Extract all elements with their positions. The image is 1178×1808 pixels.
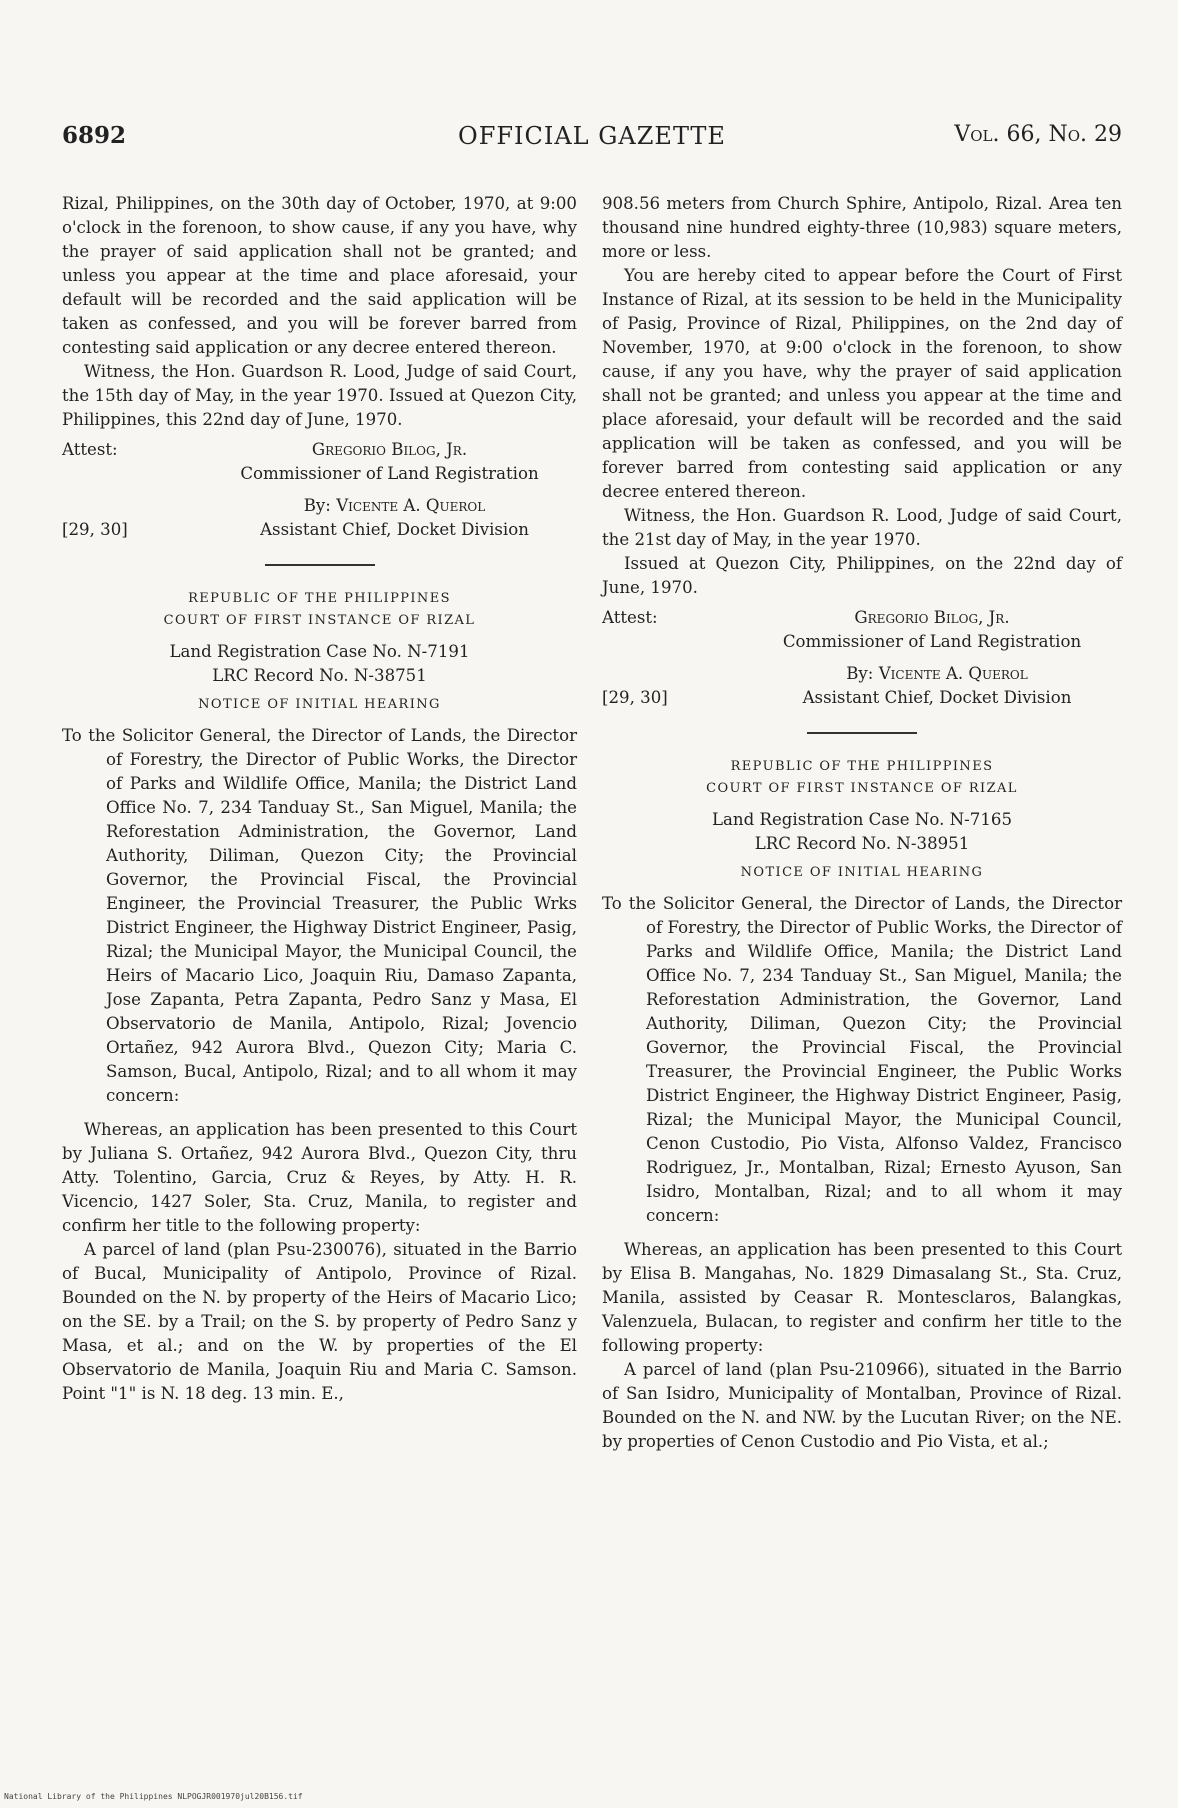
republic-caption: REPUBLIC OF THE PHILIPPINES [188,591,451,606]
notice-heading: NOTICE OF INITIAL HEARING [740,865,984,880]
divider [265,564,375,566]
case-number: Land Registration Case No. N-7165 [712,810,1012,829]
by-name: Vicente A. Querol [336,496,486,515]
attest-label: Attest: [62,440,118,459]
left-attest-block [62,438,577,486]
notice-heading: NOTICE OF INITIAL HEARING [198,697,441,712]
addressees: To the Solicitor General, the Director of Lands, the Director of Forestry, the Director of Public Works, the Director of Parks and Wildlife Office, Manila; the District Land Office No. 7, 234 Tanduay St., San Miguel, Manila; the Reforestation Administration, the Governor, Land Authority, Diliman, Quezon City; the Provincial Governor, the Provincial Fiscal, the Provincial Engineer, the Provincial Treasurer, the Public Wrks District Engineer, the Highway District Engineer, Pasig, Rizal; the Municipal Mayor, the Municipal Council, the Heirs of Macario Lico, Joaquin Riu, Damaso Zapanta, Jose Zapanta, Petra Zapanta, Pedro Sanz y Masa, El Observatorio de Manila, Antipolo, Rizal; Jovencio Ortañez, 942 Aurora Blvd., Quezon City; Maria C. Samson, Bucal, Antipolo, Rizal; and to all whom it may concern: [62,726,577,1105]
issue-number: [29, 30] [62,520,128,539]
left-column [62,192,577,1406]
parcel-paragraph: A parcel of land (plan Psu-230076), situated in the Barrio of Bucal, Municipality of Antipolo, Province of Rizal. Bounded on the N. by property of the Heirs of Macario Lico; on the SE. by a Trail; on the S. by property of Pedro Sanz y Masa, et al.; and on the W. by properties of the El Observatorio de Manila, Joaquin Riu and Maria C. Samson. Point "1" is N. 18 deg. 13 min. E., [62,1240,577,1403]
right-witness-paragraph: Witness, the Hon. Guardson R. Lood, Judge of said Court, the 21st day of May, in the year 1970. [602,506,1122,549]
right-attest-block [602,606,1122,654]
left-by-block [62,494,577,542]
signer-title: Commissioner of Land Registration [240,464,539,483]
by-title: Assistant Chief, Docket Division [260,520,529,539]
court-caption: COURT OF FIRST INSTANCE OF RIZAL [163,613,476,628]
divider [807,732,917,734]
by-title: Assistant Chief, Docket Division [802,688,1072,707]
parcel-paragraph: A parcel of land (plan Psu-210966), situated in the Barrio of San Isidro, Municipality of Montalban, Province of Rizal. Bounded on the N. and NW. by the Lucutan River; on the NE. by properties of Cenon Custodio and Pio Vista, et al.; [602,1360,1122,1451]
whereas-paragraph: Whereas, an application has been presented to this Court by Juliana S. Ortañez, 942 Aurora Blvd., Quezon City, thru Atty. Tolentino, Garcia, Cruz & Reyes, by Atty. H. R. Vicencio, 1427 Soler, Sta. Cruz, Manila, to register and confirm her title to the following property: [62,1120,577,1235]
attest-label: Attest: [602,608,658,627]
page-number: 6892 [62,122,127,149]
record-number: LRC Record No. N-38951 [754,834,970,853]
page-header [62,122,1122,162]
publication-title: OFFICIAL GAZETTE [458,122,726,150]
left-closing-paragraph: Rizal, Philippines, on the 30th day of October, 1970, at 9:00 o'clock in the forenoon, to show cause, if any you have, why the prayer of said application shall not be granted; and unless you appear at the time and place aforesaid, your default will be recorded and the said application will be taken as confessed, and you will be forever barred from contesting said application or any decree entered thereon. [62,194,577,357]
right-citation-paragraph: You are hereby cited to appear before the Court of First Instance of Rizal, at its session to be held in the Municipality of Pasig, Province of Rizal, Philippines, on the 2nd day of November, 1970, at 9:00 o'clock in the forenoon, to show cause, if any you have, why the prayer of said application shall not be granted; and unless you appear at the time and place aforesaid, your default will be recorded and the said application will be taken as confessed, and you will be forever barred from contesting said application or any decree entered thereon. [602,266,1122,501]
scan-footer: National Library of the Philippines NLPOGJR001970jul20B156.tif [4,1792,303,1801]
right-column [602,192,1122,1454]
by-label: By: [846,664,874,683]
republic-caption: REPUBLIC OF THE PHILIPPINES [730,759,994,774]
signer-title: Commissioner of Land Registration [782,632,1082,651]
right-area-paragraph: 908.56 meters from Church Sphire, Antipolo, Rizal. Area ten thousand nine hundred eighty-three (10,983) square meters, more or less. [602,194,1122,261]
signer-name: Gregorio Bilog, Jr. [854,608,1010,627]
issue-number: [29, 30] [602,688,668,707]
right-by-block [602,662,1122,710]
court-caption: COURT OF FIRST INSTANCE OF RIZAL [706,781,1018,796]
left-witness-paragraph: Witness, the Hon. Guardson R. Lood, Judge of said Court, the 15th day of May, in the year 1970. Issued at Quezon City, Philippines, this 22nd day of June, 1970. [62,362,577,429]
case-number: Land Registration Case No. N-7191 [169,642,470,661]
whereas-paragraph: Whereas, an application has been presented to this Court by Elisa B. Mangahas, No. 1829 Dimasalang St., Sta. Cruz, Manila, assisted by Ceasar R. Montesclaros, Balangkas, Valenzuela, Bulacan, to register and confirm her title to the following property: [602,1240,1122,1355]
addressees: To the Solicitor General, the Director of Lands, the Director of Forestry, the Director of Public Works, the Director of Parks and Wildlife Office, Manila; the District Land Office No. 7, 234 Tanduay St., San Miguel, Manila; the Reforestation Administration, the Governor, Land Authority, Diliman, Quezon City; the Provincial Governor, the Provincial Fiscal, the Provincial Treasurer, the Provincial Engineer, the Public Works District Engineer, the Highway District Engineer, Pasig, Rizal; the Municipal Mayor, the Municipal Council, Cenon Custodio, Pio Vista, Alfonso Valdez, Francisco Rodriguez, Jr., Montalban, Rizal; Ernesto Ayuson, San Isidro, Montalban, Rizal; and to all whom it may concern: [602,894,1122,1225]
record-number: LRC Record No. N-38751 [212,666,427,685]
volume-number: Vol. 66, No. 29 [954,122,1122,147]
signer-name: Gregorio Bilog, Jr. [311,440,468,459]
right-issued-paragraph: Issued at Quezon City, Philippines, on the 22nd day of June, 1970. [602,554,1122,597]
by-label: By: [303,496,331,515]
by-name: Vicente A. Querol [878,664,1028,683]
